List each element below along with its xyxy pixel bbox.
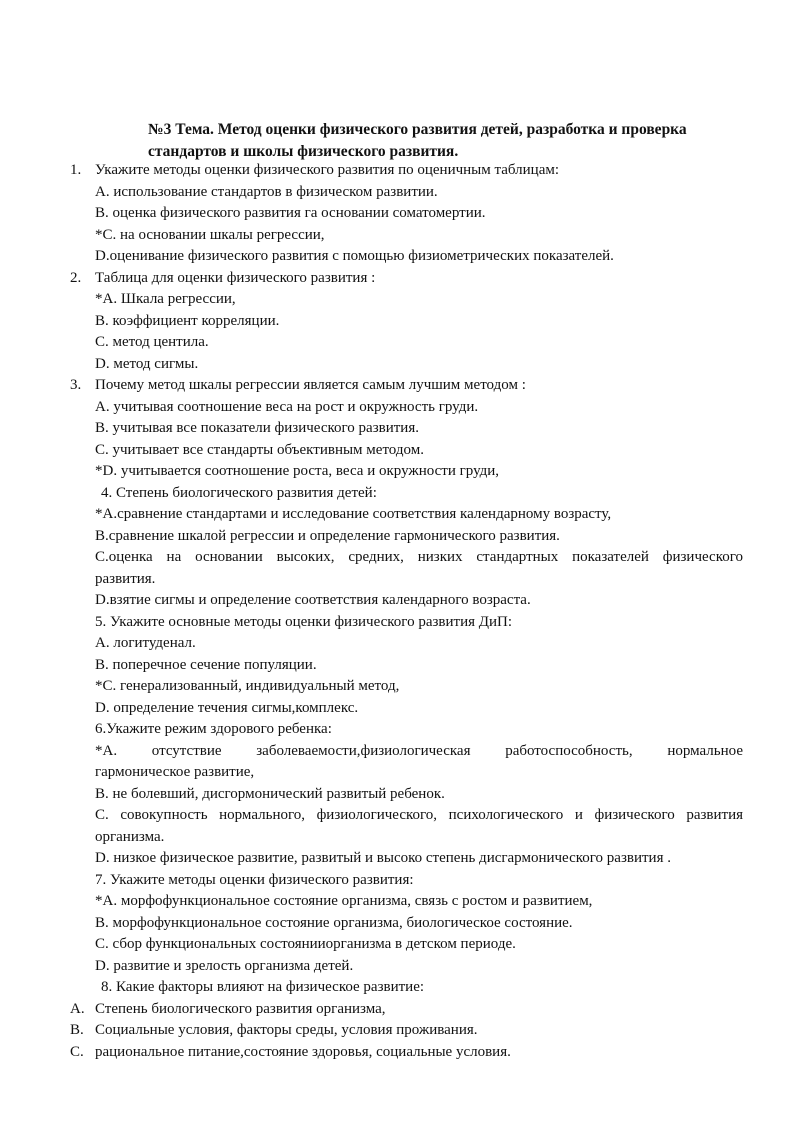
answer-option: C. сбор функциональных состоянииорганизма в детском периоде. — [95, 936, 516, 952]
answer-option: C. учитывает все стандарты объективным методом. — [95, 441, 424, 458]
answer-option: D. определение течения сигмы,комплекс. — [95, 699, 359, 716]
answer-option: D.оценивание физического развития с помощью физиометрических показателей. — [95, 248, 614, 264]
answer-option: B. коэффициент корреляции. — [95, 312, 280, 329]
answer-option: A. использование стандартов в физическом развитии. — [95, 183, 438, 200]
question-3 — [0, 375, 800, 397]
answer-option: *A. морфофункциональное состояние организма, связь с ростом и развитием, — [95, 893, 593, 909]
question-text: 8. Какие факторы влияют на физическое развитие: — [101, 979, 425, 995]
answer-option: B. не болевший, дисгормонический развитый ребенок. — [95, 785, 445, 802]
answer-option: Степень биологического развития организма, — [95, 1000, 386, 1017]
answer-option: C. метод центила. — [95, 334, 209, 350]
answer-option: C.оценка на основании высоких, средних, низких стандартных показателей физического — [95, 549, 743, 565]
question-4 — [0, 483, 800, 505]
question-text: Почему метод шкалы регрессии является самым лучшим методом : — [95, 377, 526, 393]
answer-option: *A. отсутствие заболеваемости,физиологическая работоспособность, нормальное — [95, 742, 743, 759]
answer-option: B.сравнение шкалой регрессии и определение гармонического развития. — [95, 527, 560, 544]
question-list — [0, 160, 800, 1063]
answer-option: *C. на основании шкалы регрессии, — [95, 226, 325, 243]
answer-option-continued: гармоническое развитие, — [95, 764, 255, 780]
answer-option-continued: развития. — [95, 570, 156, 587]
answer-option: *C. генерализованный, индивидуальный метод, — [95, 678, 400, 694]
question-8 — [0, 977, 800, 999]
answer-option: D. метод сигмы. — [95, 355, 199, 372]
answer-option: C. совокупность нормального, физиологического, психологического и физического развития — [95, 807, 743, 823]
answer-option: A. учитывая соотношение веса на рост и окружность груди. — [95, 398, 479, 415]
question-5 — [0, 612, 800, 634]
question-text: 7. Укажите методы оценки физического развития: — [95, 871, 414, 888]
answer-option-continued: организма. — [95, 828, 165, 845]
answer-option: B. морфофункциональное состояние организма, биологическое состояние. — [95, 914, 573, 931]
title-line-2: стандартов и школы физического развития. — [148, 143, 459, 160]
list-letter: B. — [70, 1022, 84, 1038]
question-2 — [0, 268, 800, 290]
question-text: Таблица для оценки физического развития : — [95, 269, 376, 286]
question-text: 4. Степень биологического развития детей: — [101, 484, 377, 501]
answer-option: D. развитие и зрелость организма детей. — [95, 957, 354, 974]
answer-option: *A. Шкала регрессии, — [95, 291, 236, 307]
question-text: Укажите методы оценки физического развития по оценичным таблицам: — [95, 162, 560, 178]
question-number: 2. — [70, 269, 82, 286]
answer-option: B. поперечное сечение популяции. — [95, 656, 317, 673]
answer-option: *D. учитывается соотношение роста, веса и окружности груди, — [95, 463, 500, 479]
list-letter: C. — [70, 1043, 84, 1060]
question-number: 1. — [70, 162, 82, 178]
question-6 — [0, 719, 800, 741]
answer-option: B. оценка физического развития га основании соматомертии. — [95, 205, 486, 221]
question-1 — [0, 160, 800, 182]
question-number: 3. — [70, 377, 82, 393]
question-text: 6.Укажите режим здорового ребенка: — [95, 721, 332, 737]
answer-option: D.взятие сигмы и определение соответствия календарного возраста. — [95, 592, 531, 608]
list-letter: A. — [70, 1000, 85, 1017]
question-7 — [0, 870, 800, 892]
answer-option: B. учитывая все показатели физического развития. — [95, 420, 419, 436]
answer-option: Социальные условия, факторы среды, условия проживания. — [95, 1022, 478, 1038]
answer-option: *A.сравнение стандартами и исследование соответствия календарному возрасту, — [95, 506, 612, 522]
answer-option: рациональное питание,состояние здоровья, социальные условия. — [95, 1043, 511, 1060]
answer-option: A. логитуденал. — [95, 635, 196, 651]
question-text: 5. Укажите основные методы оценки физического развития ДиП: — [95, 613, 513, 630]
title-line-1: №3 Тема. Метод оценки физического развития детей, разработка и проверка — [148, 121, 687, 138]
answer-option: D. низкое физическое развитие, развитый и высоко степень дисгармонического развития . — [95, 850, 671, 866]
page-title — [148, 119, 748, 163]
